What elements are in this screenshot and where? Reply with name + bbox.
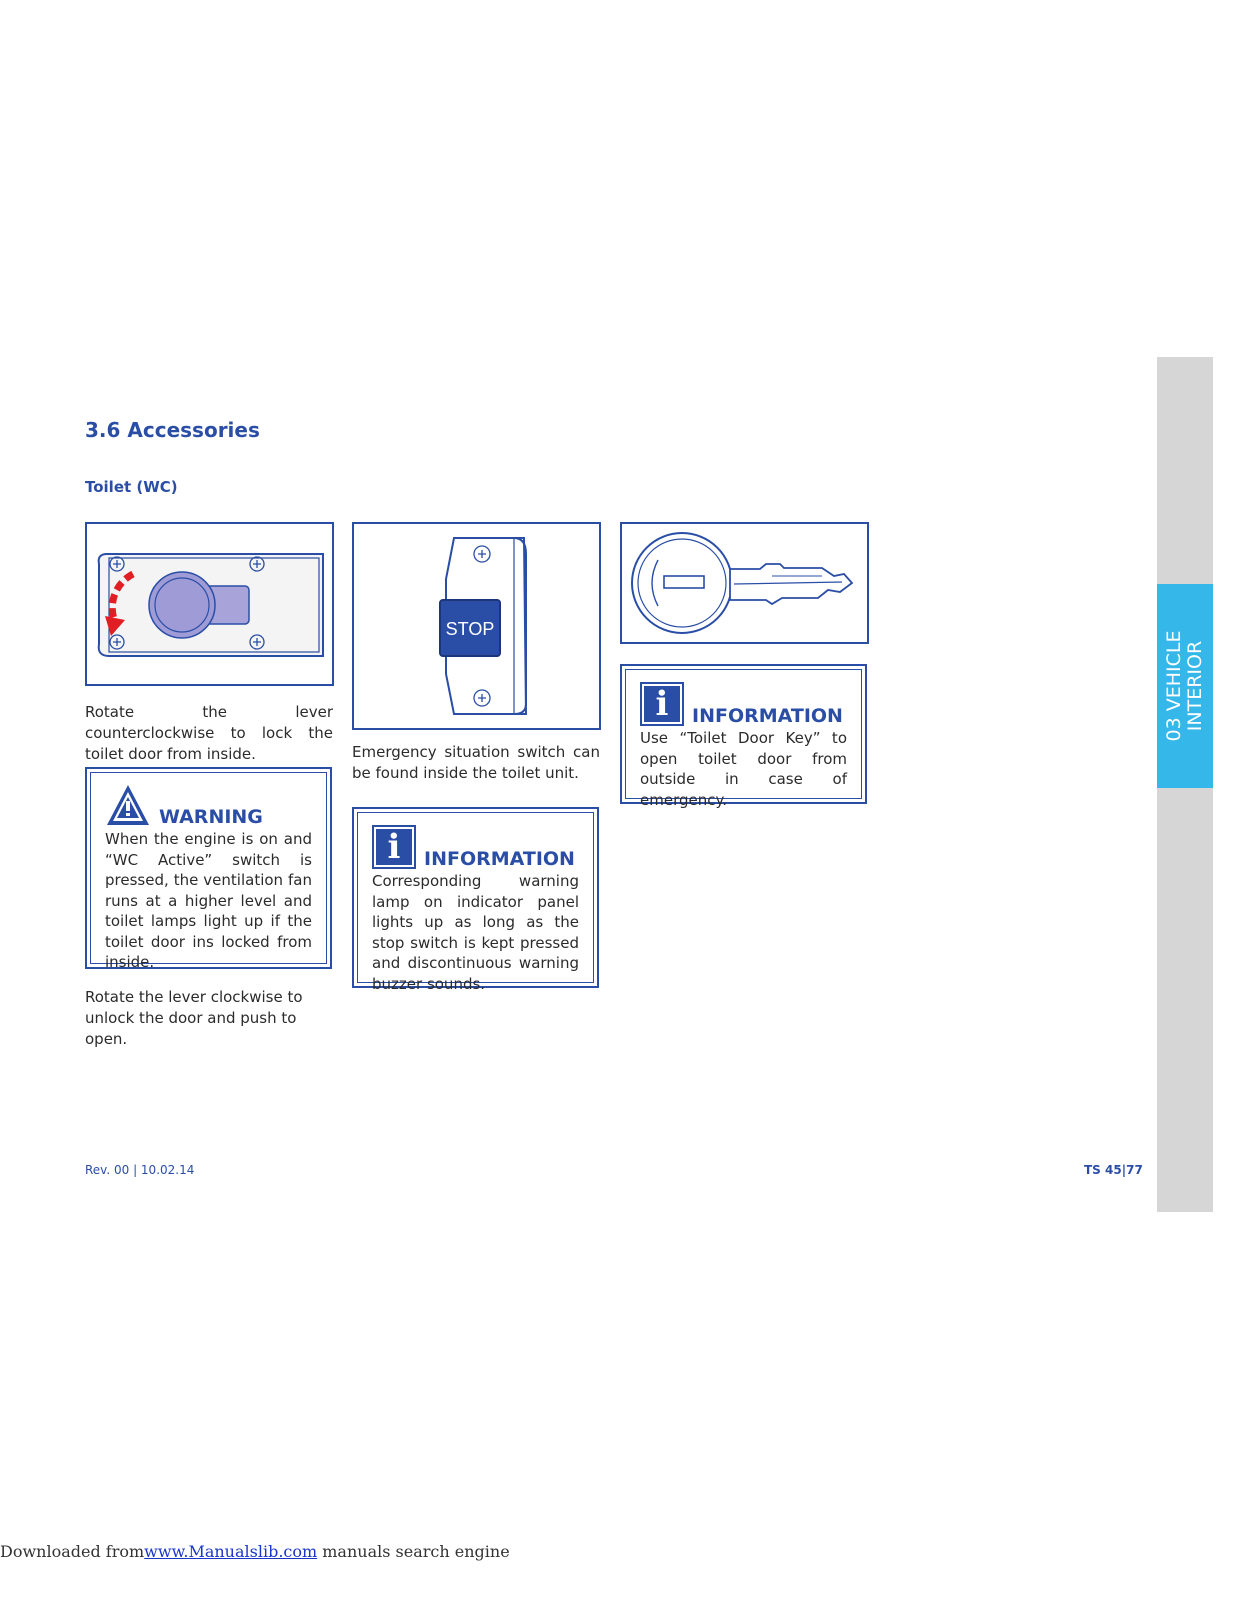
warning-triangle-icon (105, 783, 151, 827)
subsection-title: Toilet (WC) (85, 478, 178, 496)
info-icon: i (640, 682, 684, 726)
warning-body: When the engine is on and “WC Active” switch is pressed, the ventilation fan runs at a higher level and toilet lamps light up if the toilet door ins locked from inside. (105, 830, 312, 971)
info-notice-stop (352, 807, 599, 993)
lever-figure (85, 522, 334, 686)
stop-switch-caption: Emergency situation switch can be found inside the toilet unit. (352, 743, 600, 782)
info-icon: i (372, 825, 416, 869)
warning-title: WARNING (159, 806, 263, 828)
lever-caption: Rotate the lever counterclockwise to lock the toilet door from inside. (85, 703, 333, 763)
info-stop-title: INFORMATION (424, 848, 575, 870)
page-number: TS 45|77 (1084, 1163, 1143, 1177)
door-lever-illustration (87, 524, 332, 684)
chapter-tab-label: 03 VEHICLE INTERIOR (1163, 630, 1206, 742)
manualslib-link[interactable]: www.Manualslib.com (144, 1542, 318, 1561)
warning-notice (85, 767, 332, 969)
revision-footer: Rev. 00 | 10.02.14 (85, 1163, 195, 1177)
download-suffix: manuals search engine (317, 1542, 510, 1561)
info-notice-key (620, 664, 867, 809)
download-bar (0, 1542, 510, 1561)
unlock-caption: Rotate the lever clockwise to unlock the door and push to open. (85, 988, 303, 1048)
stop-switch-figure (352, 522, 601, 730)
info-key-body: Use “Toilet Door Key” to open toilet door from outside in case of emergency. (640, 729, 847, 809)
section-title: 3.6 Accessories (85, 418, 260, 442)
download-prefix: Downloaded from (0, 1542, 145, 1561)
chapter-tab[interactable] (1157, 584, 1213, 788)
stop-switch-illustration (354, 524, 599, 728)
key-figure (620, 522, 869, 644)
toilet-door-key-illustration (622, 524, 867, 642)
stop-button-label: STOP (445, 619, 495, 639)
info-stop-body: Corresponding warning lamp on indicator panel lights up as long as the stop switch is kept pressed and discontinuous warning buzzer sounds. (372, 872, 579, 993)
info-key-title: INFORMATION (692, 705, 843, 727)
